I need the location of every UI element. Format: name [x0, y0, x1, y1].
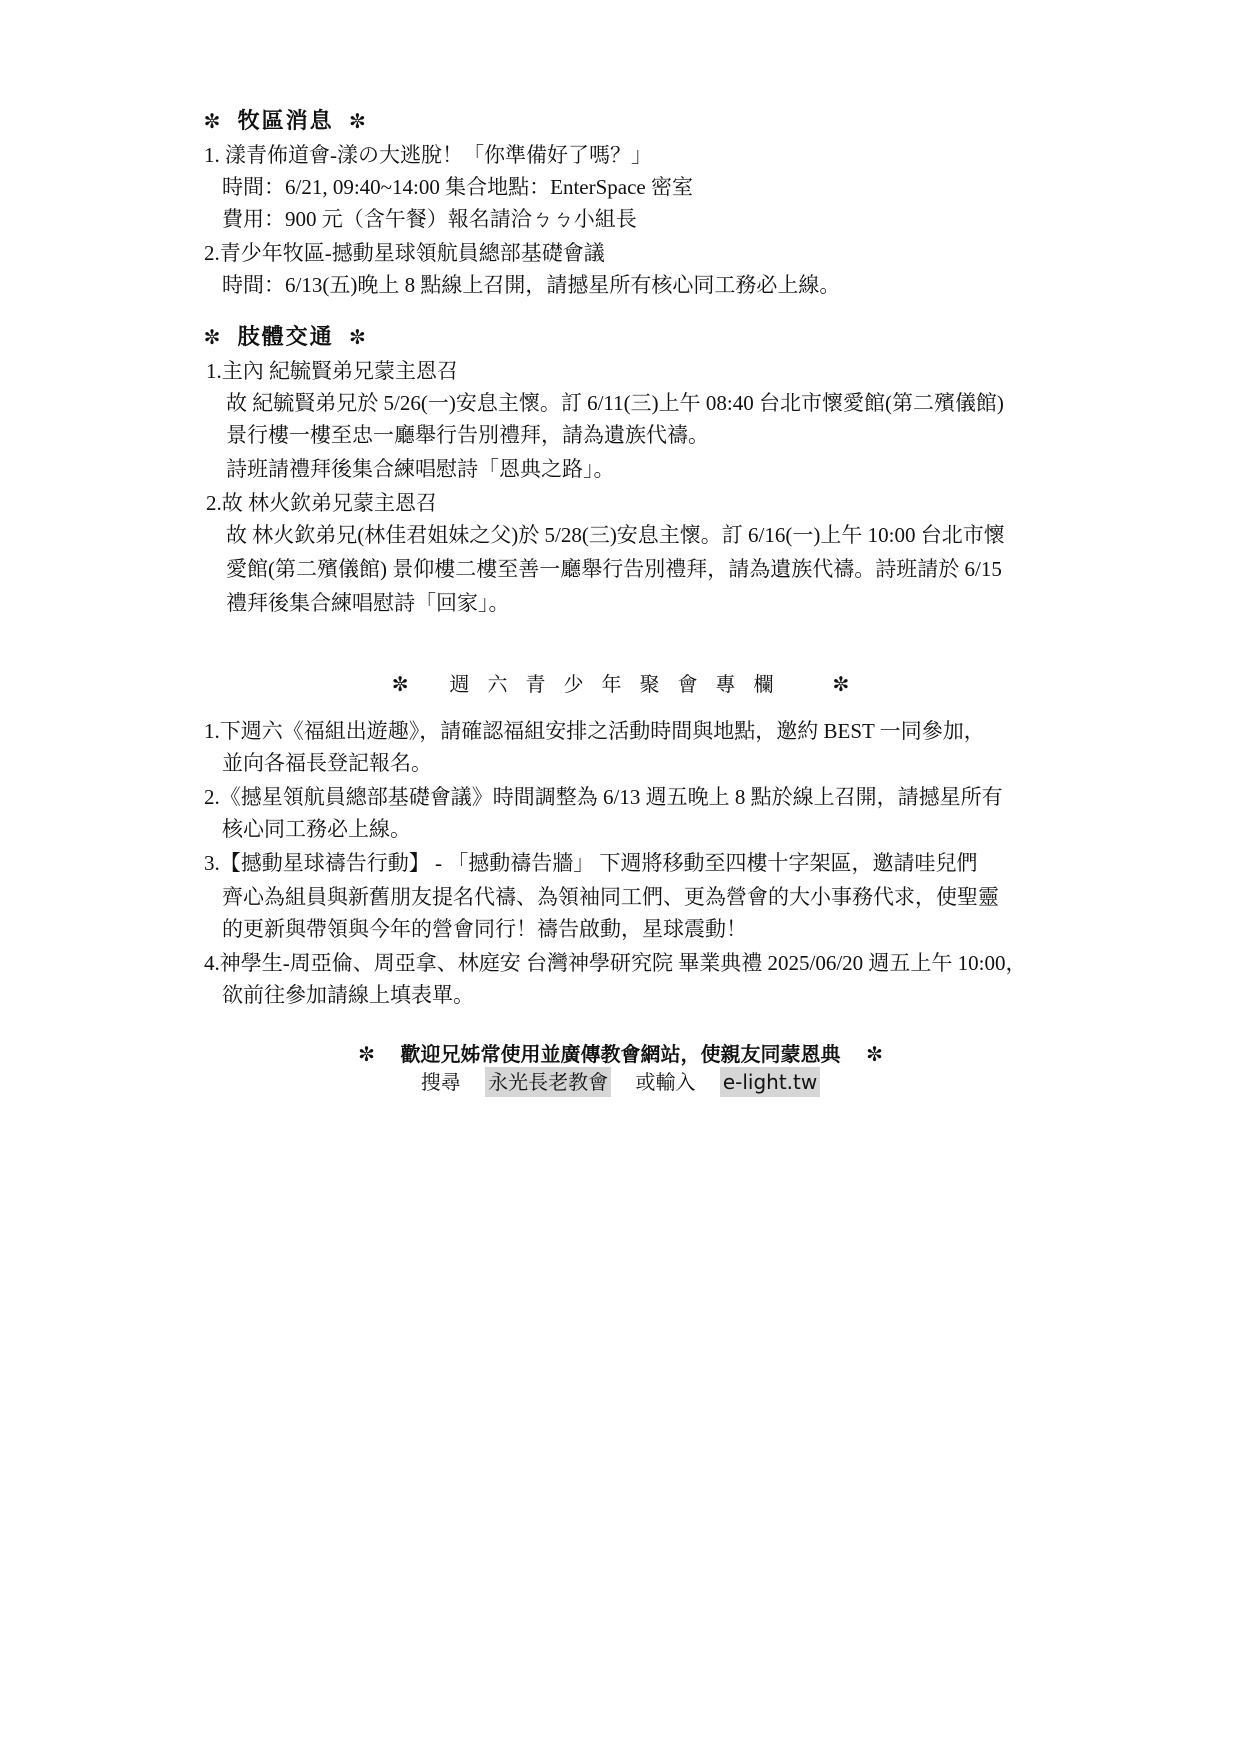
flower-icon: ✼	[358, 1042, 375, 1066]
youth-item-3-line-3: 的更新與帶領與今年的營會同行！禱告啟動，星球震動！	[222, 917, 747, 941]
flower-icon: ✼	[832, 672, 850, 696]
fellowship-item-2-line-3: 禮拜後集合練唱慰詩「回家」。	[226, 591, 510, 615]
flower-icon: ✼	[391, 672, 409, 696]
search-label: 搜尋	[420, 1070, 461, 1094]
fellowship-item-1-title: 1.主內 紀毓賢弟兄蒙主恩召	[206, 359, 458, 383]
flower-icon: ✼	[348, 325, 368, 349]
fellowship-item-2-line-2: 愛館(第二殯儀館) 景仰樓二樓至善一廳舉行告別禮拜，請為遺族代禱。詩班請於 6/15	[226, 557, 1002, 581]
or-input-label: 或輸入	[635, 1070, 696, 1094]
fellowship-item-2-line-1: 故 林火欽弟兄(林佳君姐妹之父)於 5/28(三)安息主懷。訂 6/16(一)上午 10:00 台北市懷	[226, 523, 1005, 547]
youth-item-2-line-1: 2.《撼星領航員總部基礎會議》時間調整為 6/13 週五晚上 8 點於線上召開，請撼星所有	[204, 785, 1003, 809]
flower-icon: ✼	[348, 109, 368, 133]
youth-column-heading	[0, 668, 1241, 697]
fellowship-heading	[198, 320, 373, 351]
youth-item-3-line-2: 齊心為組員與新舊朋友提名代禱、為領袖同工們、更為營會的大小事務代求，使聖靈	[222, 885, 999, 909]
flower-icon: ✼	[203, 109, 223, 133]
pastoral-item-2-time: 時間：6/13(五)晚上 8 點線上召開，請撼星所有核心同工務必上線。	[222, 273, 841, 297]
youth-item-4-line-2: 欲前往參加請線上填表單。	[222, 983, 474, 1007]
church-name-keyword: 永光長老教會	[485, 1067, 611, 1097]
youth-item-2-line-2: 核心同工務必上線。	[222, 817, 411, 841]
pastoral-item-1-title: 1. 漾青佈道會-漾の大逃脫！「你準備好了嗎？」	[204, 143, 652, 167]
youth-item-3-line-1: 3.【撼動星球禱告行動】 - 「撼動禱告牆」 下週將移動至四樓十字架區，邀請哇兒們	[204, 851, 978, 875]
flower-icon: ✼	[203, 325, 223, 349]
fellowship-item-1-line-3: 詩班請禮拜後集合練唱慰詩「恩典之路」。	[226, 457, 615, 481]
fellowship-title: 肢體交通	[237, 325, 334, 350]
footer-invitation	[0, 1038, 1241, 1067]
youth-item-1-line-2: 並向各福長登記報名。	[222, 751, 432, 775]
fellowship-item-1-line-2: 景行樓一樓至忠一廳舉行告別禮拜，請為遺族代禱。	[226, 423, 709, 447]
footer-search-hint	[0, 1066, 1241, 1095]
youth-item-4-line-1: 4.神學生-周亞倫、周亞拿、林庭安 台灣神學研究院 畢業典禮 2025/06/20 週五上午 10:00，	[204, 951, 1027, 975]
youth-column-title: 週六青少年聚會專欄	[449, 672, 792, 696]
flower-icon: ✼	[866, 1042, 883, 1066]
pastoral-item-1-fee: 費用：900 元（含午餐）報名請洽ㄅㄅ小組長	[222, 207, 637, 231]
pastoral-news-title: 牧區消息	[237, 109, 334, 134]
pastoral-news-heading	[198, 104, 373, 135]
fellowship-item-2-title: 2.故 林火欽弟兄蒙主恩召	[206, 491, 437, 515]
youth-item-1-line-1: 1.下週六《福組出遊趣》，請確認福組安排之活動時間與地點，邀約 BEST 一同參加，	[204, 719, 985, 743]
footer-invitation-text: 歡迎兄姊常使用並廣傳教會網站，使親友同蒙恩典	[400, 1042, 841, 1066]
fellowship-item-1-line-1: 故 紀毓賢弟兄於 5/26(一)安息主懷。訂 6/11(三)上午 08:40 台北市懷愛館(第二殯儀館)	[226, 391, 1004, 415]
pastoral-item-1-time: 時間：6/21, 09:40~14:00 集合地點：EnterSpace 密室	[222, 175, 693, 199]
pastoral-item-2-title: 2.青少年牧區-撼動星球領航員總部基礎會議	[204, 241, 605, 265]
website-url: e-light.tw	[720, 1067, 820, 1097]
